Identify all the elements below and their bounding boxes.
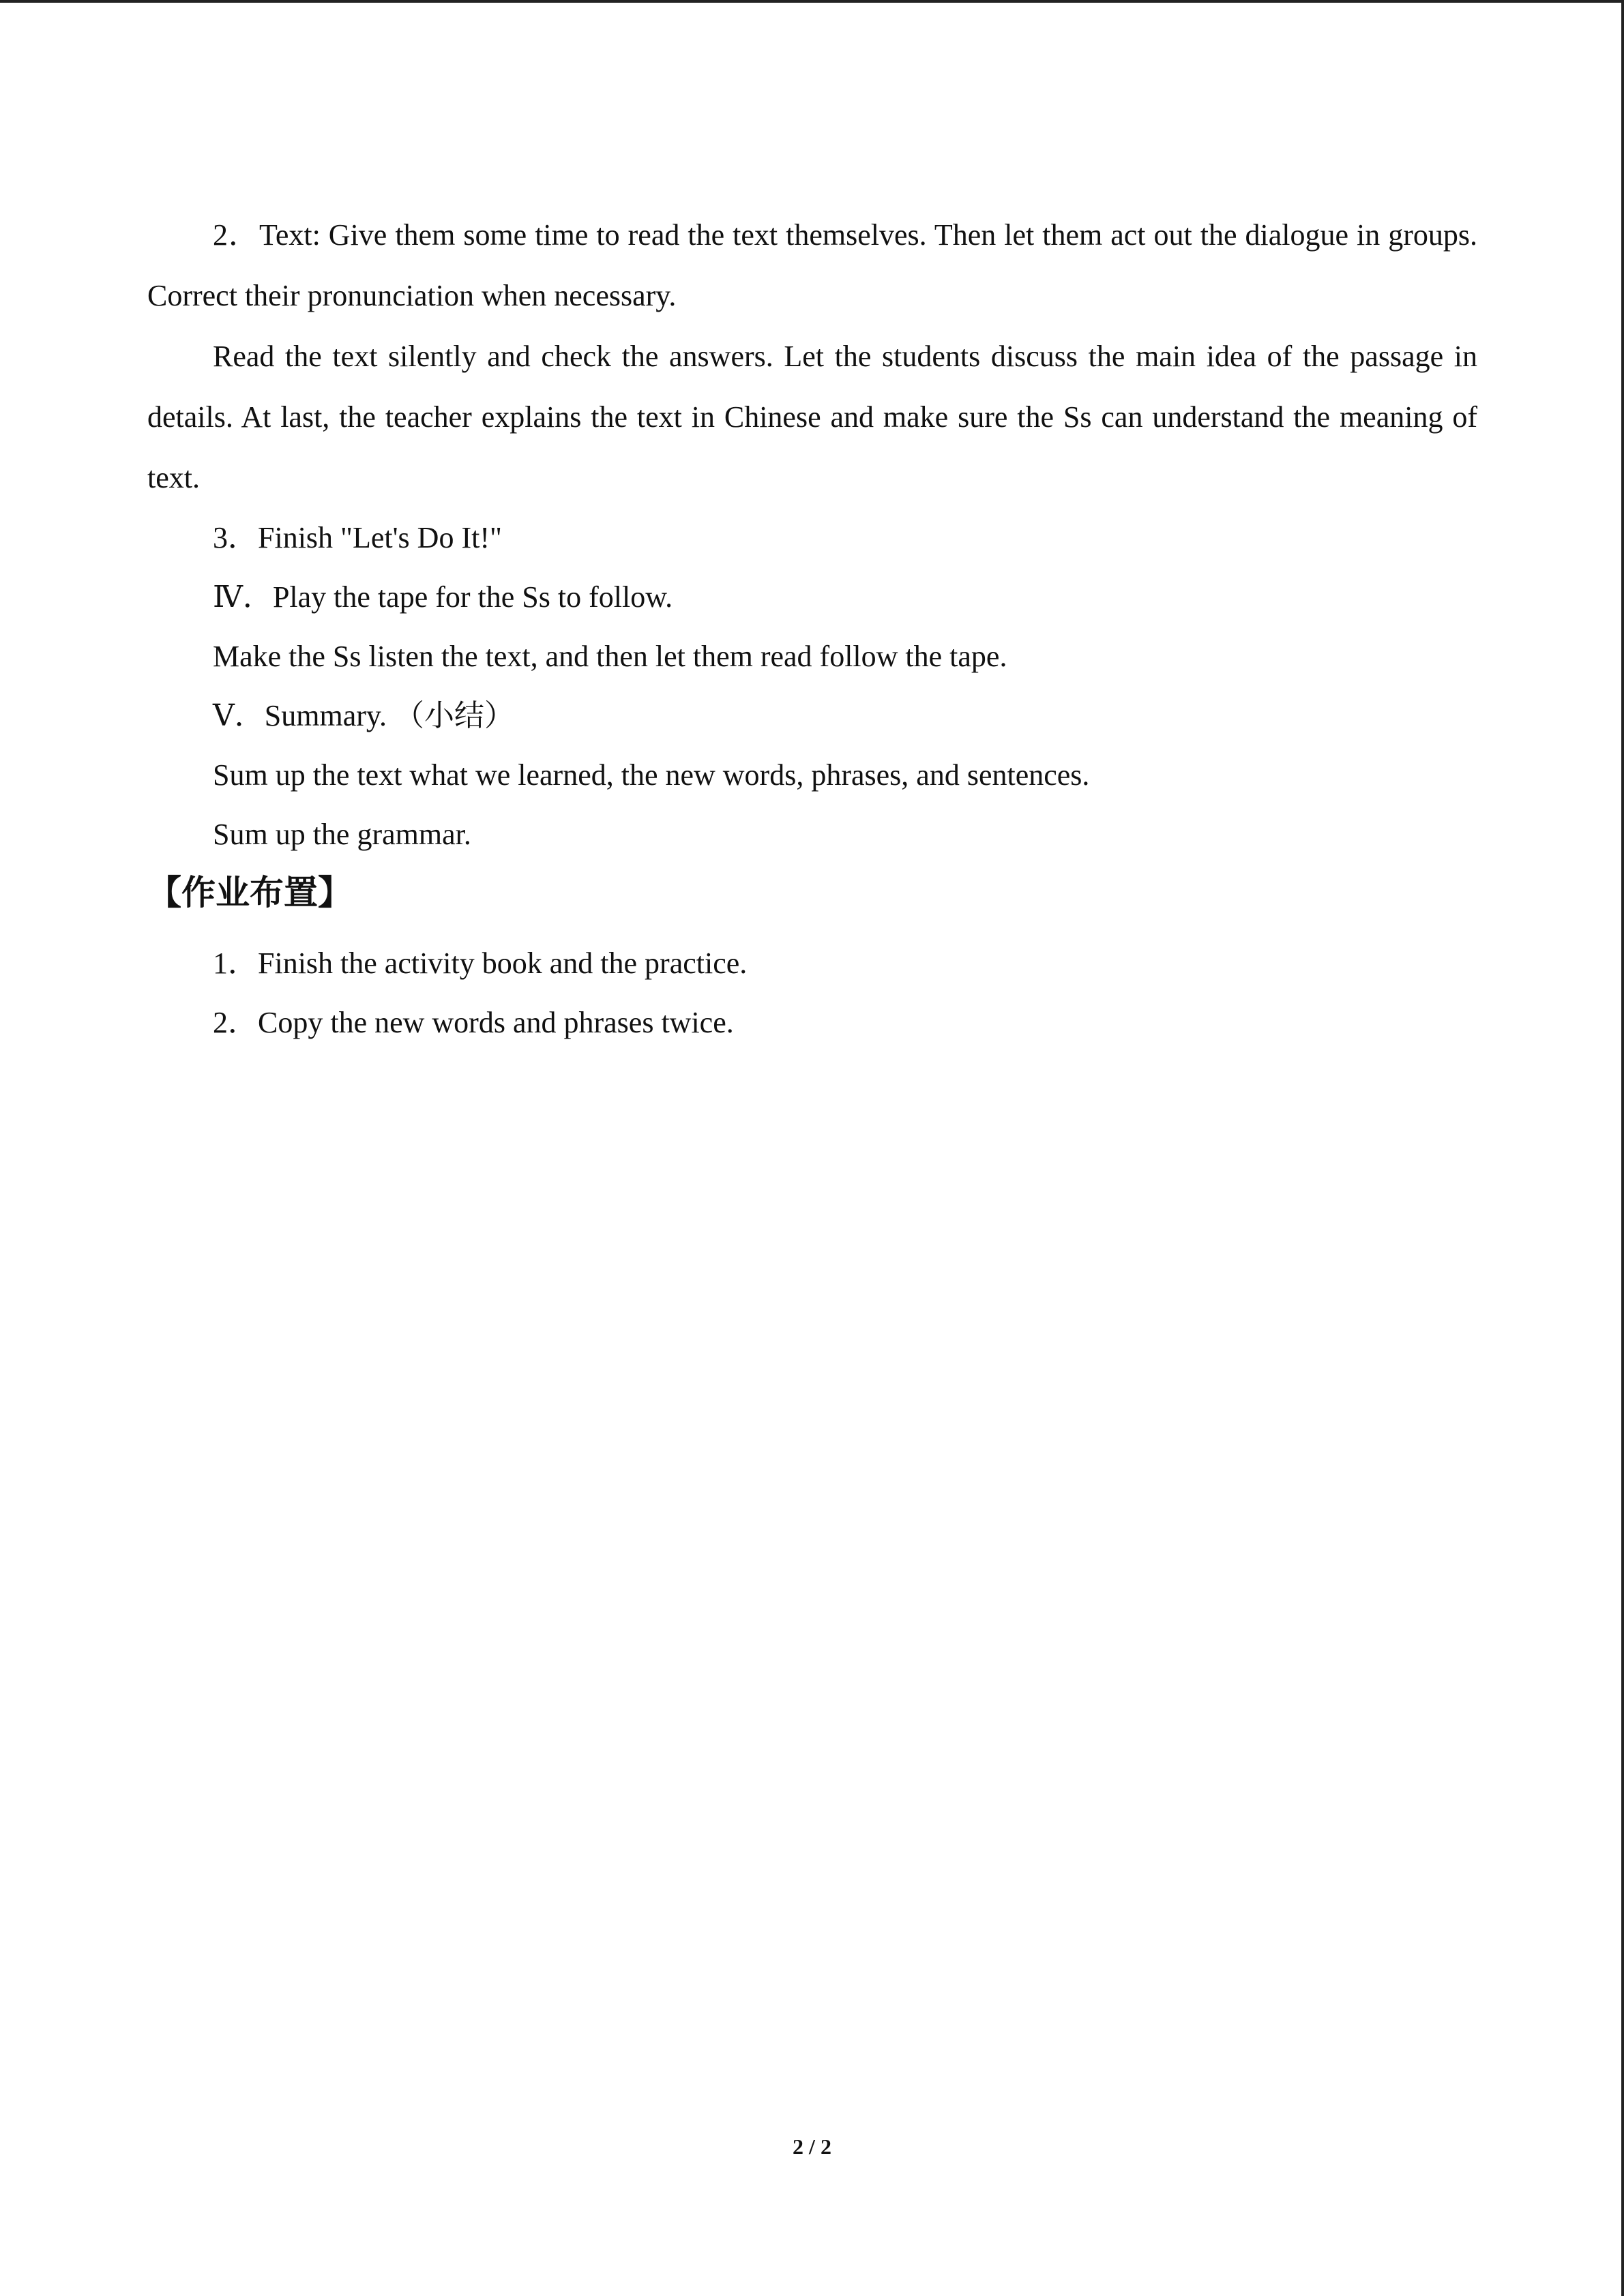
- step-summary: Ⅴ．Summary. （小结）: [213, 699, 515, 732]
- page-number: 2 / 2: [793, 2134, 831, 2159]
- paragraph-read-text: Read the text silently and check the answers. Let the students discuss the main idea of the passage in details. At last, the teacher explains the text in Chinese and make sure the Ss can understand the meaning of text.: [147, 340, 1477, 494]
- step-play-tape-detail: Make the Ss listen the text, and then let them read follow the tape.: [213, 640, 1007, 673]
- homework-item: 1．Finish the activity book and the practice.: [213, 946, 748, 980]
- step-play-tape: Ⅳ．Play the tape for the Ss to follow.: [213, 580, 673, 614]
- paragraph-text-step: 2．Text: Give them some time to read the text themselves. Then let them act out the dialogue in groups. Correct their pronunciation when necessary.: [147, 218, 1477, 312]
- item-finish-lets-do-it: 3．Finish "Let's Do It!": [213, 521, 502, 554]
- summary-grammar: Sum up the grammar.: [213, 818, 471, 851]
- document-body: [147, 205, 1477, 1052]
- summary-text: Sum up the text what we learned, the new words, phrases, and sentences.: [213, 758, 1090, 792]
- homework-item: 2．Copy the new words and phrases twice.: [213, 1006, 734, 1039]
- homework-heading: 【作业布置】: [147, 873, 352, 912]
